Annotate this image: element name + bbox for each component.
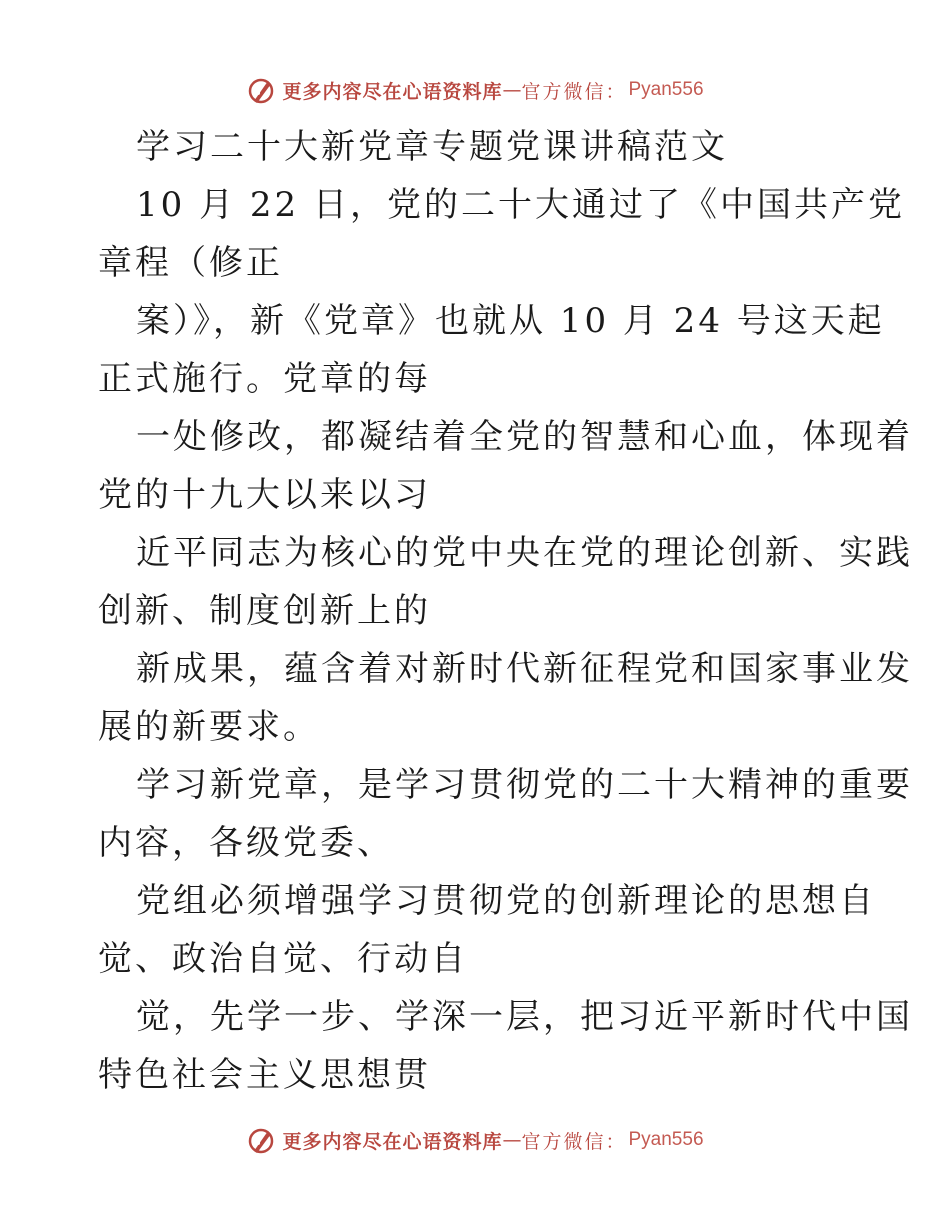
text-line: 近平同志为核心的党中央在党的理论创新、实践 [136, 533, 913, 573]
text-line: 党组必须增强学习贯彻党的创新理论的思想自 [136, 881, 876, 921]
header-site-text: 更多内容尽在心语资料库 [282, 80, 503, 103]
header-official-text: 官方微信： [521, 80, 627, 103]
text-line: 一处修改，都凝结着全党的智慧和心血，体现着 [136, 417, 913, 457]
text-line: 展的新要求。 [98, 707, 320, 747]
text-line: 特色社会主义思想贯 [98, 1055, 431, 1095]
text-line: 章程（修正 [98, 243, 283, 283]
pen-logo-icon [246, 1125, 276, 1155]
header-banner [0, 70, 950, 110]
text-line: 新成果，蕴含着对新时代新征程党和国家事业发 [136, 649, 913, 689]
text-line: 觉，先学一步、学深一层，把习近平新时代中国 [136, 997, 913, 1037]
text-line: 10 月 22 日，党的二十大通过了《中国共产党 [136, 185, 905, 225]
header-wechat-handle: Pyan556 [628, 79, 704, 100]
footer-separator: — [502, 1129, 522, 1151]
document-title: 学习二十大新党章专题党课讲稿范文 [136, 127, 728, 167]
text-line: 案）》，新《党章》也就从 10 月 24 号这天起 [136, 301, 885, 341]
pen-logo-icon [246, 75, 276, 105]
text-line: 内容，各级党委、 [98, 823, 394, 863]
text-line: 党的十九大以来以习 [98, 475, 431, 515]
document-body [98, 118, 913, 1104]
footer-wechat-handle: Pyan556 [628, 1129, 704, 1150]
footer-banner [0, 1120, 950, 1160]
footer-site-text: 更多内容尽在心语资料库 [282, 1130, 503, 1153]
text-line: 学习新党章，是学习贯彻党的二十大精神的重要 [136, 765, 913, 805]
header-separator: — [502, 79, 522, 101]
text-line: 正式施行。党章的每 [98, 359, 431, 399]
footer-official-text: 官方微信： [521, 1130, 627, 1153]
text-line: 创新、制度创新上的 [98, 591, 431, 631]
text-line: 觉、政治自觉、行动自 [98, 939, 468, 979]
